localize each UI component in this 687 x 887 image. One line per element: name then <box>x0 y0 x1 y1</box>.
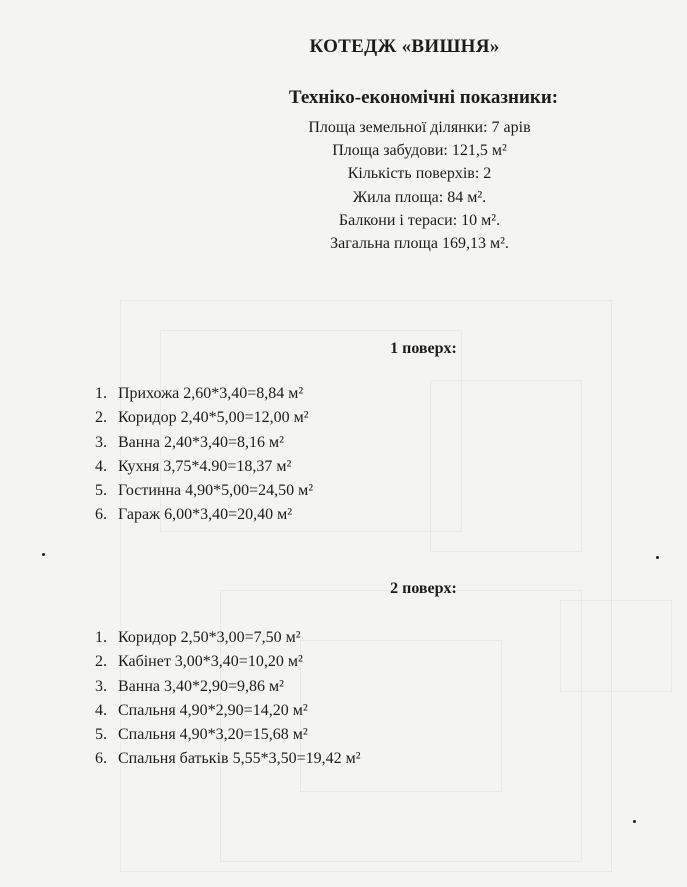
item-number: 4. <box>95 457 107 475</box>
item-number: 2. <box>95 409 107 427</box>
item-number: 5. <box>95 482 107 500</box>
room-entry: Ванна 3,40*2,90=9,86 м² <box>118 677 284 695</box>
room-entry: Прихожа 2,60*3,40=8,84 м² <box>118 385 304 402</box>
floor-1-heading: 1 поверх: <box>390 340 457 357</box>
stat-land-area: Площа земельної ділянки: 7 арів <box>308 119 531 136</box>
room-entry: Коридор 2,40*5,00=12,00 м² <box>118 409 309 427</box>
room-entry: Спальня батьків 5,55*3,50=19,42 м² <box>118 750 361 768</box>
list-item <box>95 723 361 747</box>
background-plan-room <box>430 380 582 552</box>
list-item <box>95 479 313 503</box>
floor-2-heading: 2 поверх: <box>390 580 457 597</box>
item-number: 3. <box>95 433 107 451</box>
list-item <box>95 675 361 699</box>
item-number: 6. <box>95 506 107 524</box>
list-item <box>95 626 361 650</box>
list-item <box>95 503 313 527</box>
item-number: 1. <box>95 385 107 402</box>
room-entry: Кабінет 3,00*3,40=10,20 м² <box>118 653 303 671</box>
list-item <box>95 699 361 723</box>
item-number: 5. <box>95 726 107 744</box>
item-number: 6. <box>95 750 107 768</box>
technical-indicators <box>0 116 687 255</box>
floor-2-room-list <box>95 626 361 772</box>
list-item <box>95 406 313 430</box>
floor-1-room-list <box>95 382 313 528</box>
scan-speck <box>633 820 636 823</box>
list-item <box>95 650 361 674</box>
background-plan-room <box>560 600 672 692</box>
list-item <box>95 431 313 455</box>
room-entry: Гостинна 4,90*5,00=24,50 м² <box>118 482 314 500</box>
stat-balconies-terraces: Балкони і тераси: 10 м². <box>338 211 501 229</box>
item-number: 3. <box>95 677 107 695</box>
item-number: 2. <box>95 653 107 671</box>
stat-total-area: Загальна площа 169,13 м². <box>330 235 509 253</box>
list-item <box>95 747 361 771</box>
list-item <box>95 382 313 406</box>
room-entry: Спальня 4,90*2,90=14,20 м² <box>118 701 308 719</box>
room-entry: Коридор 2,50*3,00=7,50 м² <box>118 629 301 646</box>
document-subtitle: Техніко-економічні показники: <box>288 87 559 108</box>
scan-speck <box>42 553 45 556</box>
document-title: КОТЕДЖ «ВИШНЯ» <box>309 36 500 57</box>
stat-building-area: Площа забудови: 121,5 м² <box>332 142 507 160</box>
scan-speck <box>656 556 659 559</box>
stat-floor-count: Кількість поверхів: 2 <box>347 165 492 183</box>
item-number: 1. <box>95 629 107 646</box>
room-entry: Спальня 4,90*3,20=15,68 м² <box>118 726 308 744</box>
room-entry: Ванна 2,40*3,40=8,16 м² <box>118 433 284 451</box>
room-entry: Кухня 3,75*4.90=18,37 м² <box>118 457 292 475</box>
list-item <box>95 455 313 479</box>
stat-living-area: Жила площа: 84 м². <box>352 188 487 206</box>
room-entry: Гараж 6,00*3,40=20,40 м² <box>118 506 293 524</box>
item-number: 4. <box>95 701 107 719</box>
